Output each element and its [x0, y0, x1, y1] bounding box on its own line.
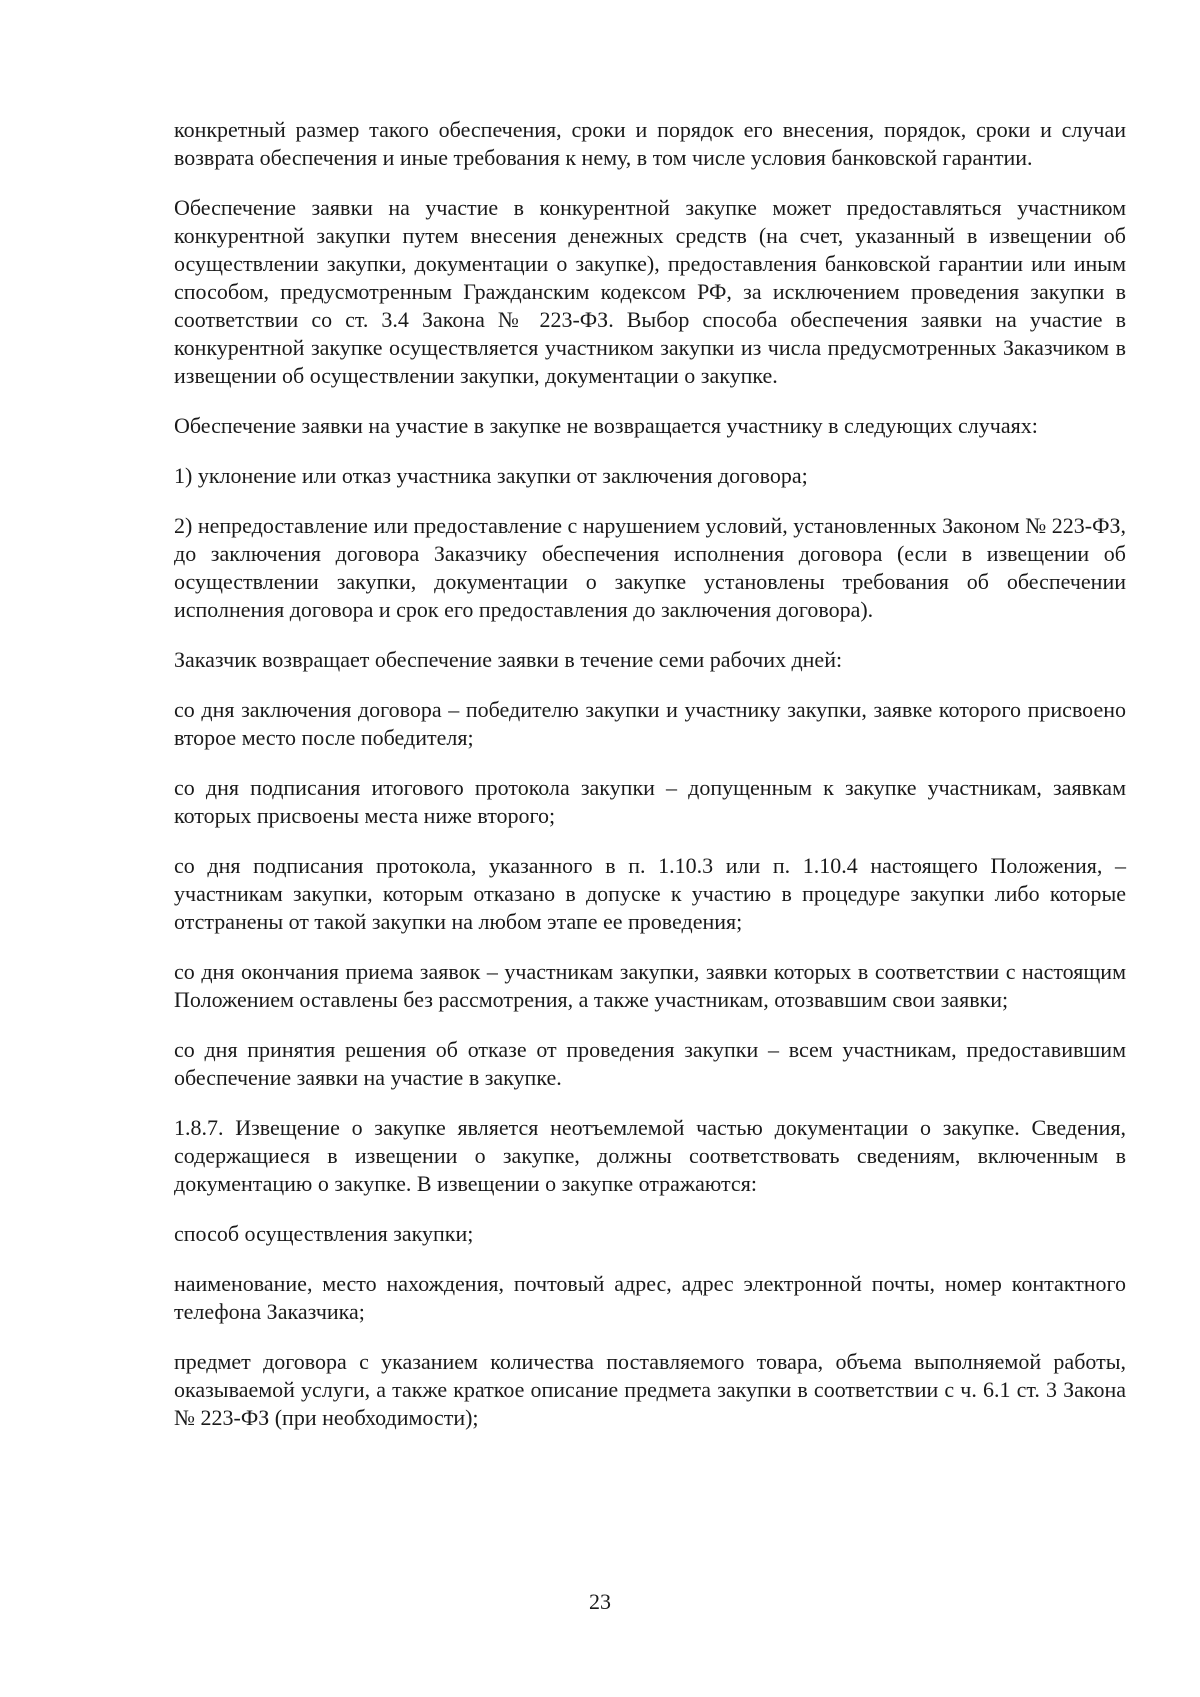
paragraph: конкретный размер такого обеспечения, сроки и порядок его внесения, порядок, сроки и случаи возврата обеспечения и иные требования к нему, в том числе условия банковской гарантии. — [174, 117, 1126, 170]
paragraph: способ осуществления закупки; — [174, 1221, 474, 1246]
page-number: 23 — [589, 1589, 611, 1614]
paragraph: со дня подписания итогового протокола закупки – допущенным к закупке участникам, заявкам которых присвоены места ниже второго; — [174, 775, 1126, 828]
paragraph: Заказчик возвращает обеспечение заявки в течение семи рабочих дней: — [174, 647, 843, 672]
paragraph: со дня заключения договора – победителю закупки и участнику закупки, заявке которого присвоено второе место после победителя; — [174, 697, 1126, 750]
paragraph: со дня подписания протокола, указанного в п. 1.10.3 или п. 1.10.4 настоящего Положения, – участникам закупки, которым отказано в допуске к участию в процедуре закупки либо которые отстранены от такой закупки на любом этапе ее проведения; — [174, 853, 1126, 934]
paragraph: 2) непредоставление или предоставление с нарушением условий, установленных Законом № 223-ФЗ, до заключения договора Заказчику обеспечения исполнения договора (если в извещении об осуществлении закупки, документации о закупке установлены требования об обеспечении исполнения договора и срок его предоставления до заключения договора). — [174, 513, 1126, 622]
paragraph: предмет договора с указанием количества поставляемого товара, объема выполняемой работы, оказываемой услуги, а также краткое описание предмета закупки в соответствии с ч. 6.1 ст. 3 Закона № 223-ФЗ (при необходимости); — [174, 1349, 1126, 1430]
paragraph: со дня окончания приема заявок – участникам закупки, заявки которых в соответствии с настоящим Положением оставлены без рассмотрения, а также участникам, отозвавшим свои заявки; — [174, 959, 1126, 1012]
paragraph: 1.8.7. Извещение о закупке является неотъемлемой частью документации о закупке. Сведения, содержащиеся в извещении о закупке, должны соответствовать сведениям, включенным в документацию о закупке. В извещении о закупке отражаются: — [174, 1115, 1126, 1196]
paragraph: Обеспечение заявки на участие в закупке не возвращается участнику в следующих случаях: — [174, 413, 1038, 438]
paragraph: Обеспечение заявки на участие в конкурентной закупке может предоставляться участником конкурентной закупки путем внесения денежных средств (на счет, указанный в извещении об осуществлении закупки, документации о закупке), предоставления банковской гарантии или иным способом, предусмотренным Гражданским кодексом РФ, за исключением проведения закупки в соответствии со ст. 3.4 Закона № 223-ФЗ. Выбор способа обеспечения заявки на участие в конкурентной закупке осуществляется участником закупки из числа предусмотренных Заказчиком в извещении об осуществлении закупки, документации о закупке. — [174, 195, 1126, 388]
document-body — [174, 116, 1126, 1454]
paragraph: 1) уклонение или отказ участника закупки от заключения договора; — [174, 463, 808, 488]
paragraph: наименование, место нахождения, почтовый адрес, адрес электронной почты, номер контактного телефона Заказчика; — [174, 1271, 1126, 1324]
paragraph: со дня принятия решения об отказе от проведения закупки – всем участникам, предоставившим обеспечение заявки на участие в закупке. — [174, 1037, 1126, 1090]
